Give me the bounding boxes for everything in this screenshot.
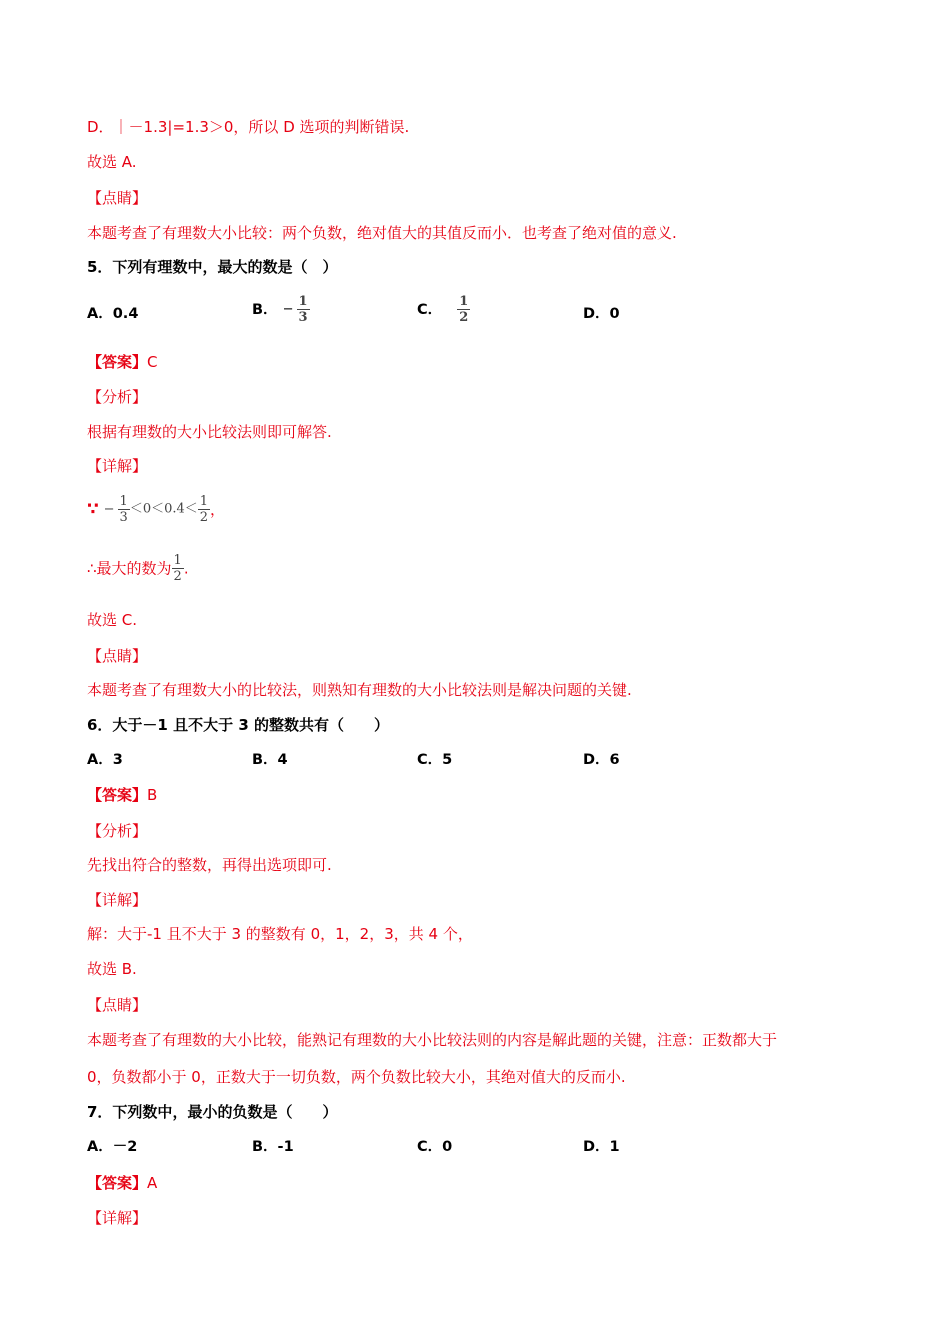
q5-therefore: [87, 551, 189, 586]
q6-option-d: D．6: [583, 752, 620, 768]
therefore-text: ∴最大的数为: [87, 559, 172, 578]
therefore-period: .: [183, 559, 189, 578]
q6-point-text-1: 本题考查了有理数的大小比较，能熟记有理数的大小比较法则的内容是解此题的关键，注意：正数都大于: [87, 1031, 778, 1049]
q5-option-b-label: B．: [252, 301, 278, 318]
because-symbol: ∵: [87, 499, 99, 520]
q6-choose: 故选 B.: [87, 960, 137, 978]
max-fraction: [172, 553, 184, 584]
ineq-numerator-1: 1: [119, 494, 128, 509]
q5-option-d: D．0: [583, 306, 620, 322]
q6-analysis-text: 先找出符合的整数，再得出选项即可.: [87, 856, 332, 874]
answer-label: 【答案】: [87, 353, 148, 371]
point-label: 【点睛】: [87, 189, 148, 207]
answer-label: 【答案】: [87, 786, 148, 804]
q5-option-a: A．0.4: [87, 306, 139, 322]
q6-detail-text: 解：大于-1 且不大于 3 的整数有 0，1，2，3，共 4 个，: [87, 925, 473, 943]
choose-line: 故选 A.: [87, 153, 137, 171]
q7-option-b: B．-1: [252, 1139, 294, 1155]
question-7-stem: 7．下列数中，最小的负数是（ ）: [87, 1103, 338, 1121]
q5-point-label: 【点睛】: [87, 647, 148, 665]
q6-option-c: C．5: [417, 752, 453, 768]
ineq-denominator-2: 2: [199, 510, 209, 525]
ineq-comma: ，: [210, 500, 226, 519]
q5-option-b-fraction: [297, 294, 310, 325]
q5-option-b-denominator: 3: [298, 310, 308, 325]
max-denominator: 2: [173, 569, 182, 584]
q5-option-b-numerator: 1: [298, 294, 308, 309]
q5-option-b-sign: −: [282, 301, 294, 317]
q6-detail-label: 【详解】: [87, 891, 148, 909]
q5-option-b: [252, 294, 310, 325]
q5-option-c-label: C．: [417, 301, 443, 318]
q7-option-a: A．－2: [87, 1139, 138, 1155]
ineq-numerator-2: 1: [199, 494, 209, 509]
q5-inequality: [87, 492, 225, 527]
q5-analysis-text: 根据有理数的大小比较法则即可解答.: [87, 423, 332, 441]
option-d-explanation: D．｜－1.3|=1.3＞0，所以 D 选项的判断错误.: [87, 118, 410, 136]
q7-answer: [87, 1172, 157, 1194]
q5-answer: [87, 351, 158, 373]
q5-option-c-fraction: [457, 294, 470, 325]
q5-option-c: [417, 294, 470, 325]
max-numerator: 1: [173, 553, 182, 568]
answer-label: 【答案】: [87, 1174, 148, 1192]
ineq-denominator-1: 3: [119, 510, 128, 525]
q6-answer: [87, 784, 157, 806]
answer-value: A: [147, 1174, 158, 1192]
point-text: 本题考查了有理数大小比较：两个负数，绝对值大的其值反而小．也考查了绝对值的意义.: [87, 224, 677, 242]
q7-option-c: C．0: [417, 1139, 453, 1155]
question-6-stem: 6．大于－1 且不大于 3 的整数共有（ ）: [87, 716, 389, 734]
q6-point-label: 【点睛】: [87, 996, 148, 1014]
q6-option-b: B．4: [252, 752, 288, 768]
ineq-fraction-1: [118, 494, 130, 525]
ineq-middle: ＜0＜0.4＜: [129, 501, 198, 517]
answer-value: B: [147, 786, 158, 804]
q5-option-c-denominator: 2: [459, 310, 469, 325]
q5-point-text: 本题考查了有理数大小的比较法，则熟知有理数的大小比较法则是解决问题的关键.: [87, 681, 632, 699]
q6-point-text-2: 0，负数都小于 0，正数大于一切负数，两个负数比较大小，其绝对值大的反而小.: [87, 1068, 626, 1086]
q7-option-d: D．1: [583, 1139, 620, 1155]
q6-option-a: A．3: [87, 752, 123, 768]
question-5-stem: 5．下列有理数中，最大的数是（ ）: [87, 258, 338, 276]
q5-analysis-label: 【分析】: [87, 388, 148, 406]
answer-value: C: [147, 353, 158, 371]
q5-detail-label: 【详解】: [87, 457, 148, 475]
ineq-minus: −: [103, 501, 115, 517]
q6-analysis-label: 【分析】: [87, 822, 148, 840]
ineq-fraction-2: [198, 494, 210, 525]
q5-choose: 故选 C.: [87, 611, 138, 629]
q7-detail-label: 【详解】: [87, 1209, 148, 1227]
q5-option-c-numerator: 1: [459, 294, 469, 309]
